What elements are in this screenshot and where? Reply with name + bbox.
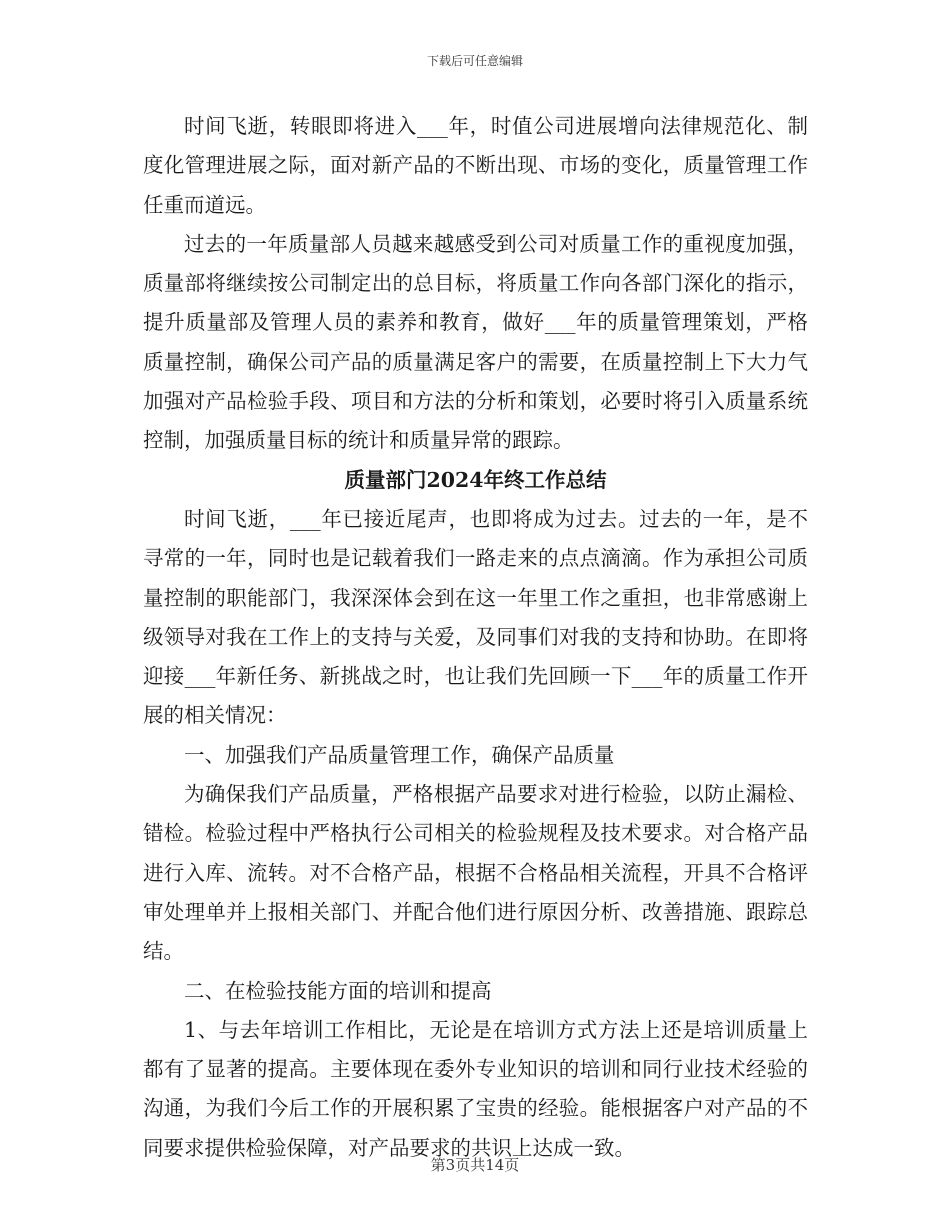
subheading-training: 二、在检验技能方面的培训和提高 [184, 978, 492, 1003]
document-body [143, 107, 808, 1168]
paragraph-inspection: 为确保我们产品质量，严格根据产品要求对进行检验，以防止漏检、错检。检验过程中严格执行公司相关的检验规程及技术要求。对合格产品进行入库、流转。对不合格产品，根据不合格品相关流程，开具不合格评审处理单并上报相关部门、并配合他们进行原因分析、改善措施、跟踪总结。 [143, 782, 808, 964]
subheading-quality-management: 一、加强我们产品质量管理工作，确保产品质量 [184, 742, 615, 767]
paragraph-training: 1、与去年培训工作相比，无论是在培训方式方法上还是培训质量上都有了显著的提高。主要体现在委外专业知识的培训和同行业技术经验的沟通，为我们今后工作的开展积累了宝贵的经验。能根据客户对产品的不同要求提供检验保障，对产品要求的共识上达成一致。 [143, 1017, 808, 1160]
paragraph-intro: 时间飞逝，转眼即将进入___年，时值公司进展增向法律规范化、制度化管理进展之际，面对新产品的不断出现、市场的变化，质量管理工作任重而道远。 [143, 114, 808, 217]
paragraph-plan: 过去的一年质量部人员越来越感受到公司对质量工作的重视度加强，质量部将继续按公司制定出的总目标，将质量工作向各部门深化的指示，提升质量部及管理人员的素养和教育，做好___年的质量管理策划，严格质量控制，确保公司产品的质量满足客户的需要，在质量控制上下大力气加强对产品检验手段、项目和方法的分析和策划，必要时将引入质量系统控制，加强质量目标的统计和质量异常的跟踪。 [143, 231, 808, 453]
page-footer: 第3页共14页 [430, 1156, 520, 1174]
section-title: 质量部门2024年终工作总结 [344, 467, 607, 492]
paragraph-review: 时间飞逝，___年已接近尾声，也即将成为过去。过去的一年，是不寻常的一年，同时也是记载着我们一路走来的点点滴滴。作为承担公司质量控制的职能部门，我深深体会到在这一年里工作之重担，也非常感谢上级领导对我在工作上的支持与关爱，及同事们对我的支持和协助。在即将迎接___年新任务、新挑战之时，也让我们先回顾一下___年的质量工作开展的相关情况： [143, 506, 808, 728]
page-header: 下载后可任意编辑 [426, 54, 523, 68]
